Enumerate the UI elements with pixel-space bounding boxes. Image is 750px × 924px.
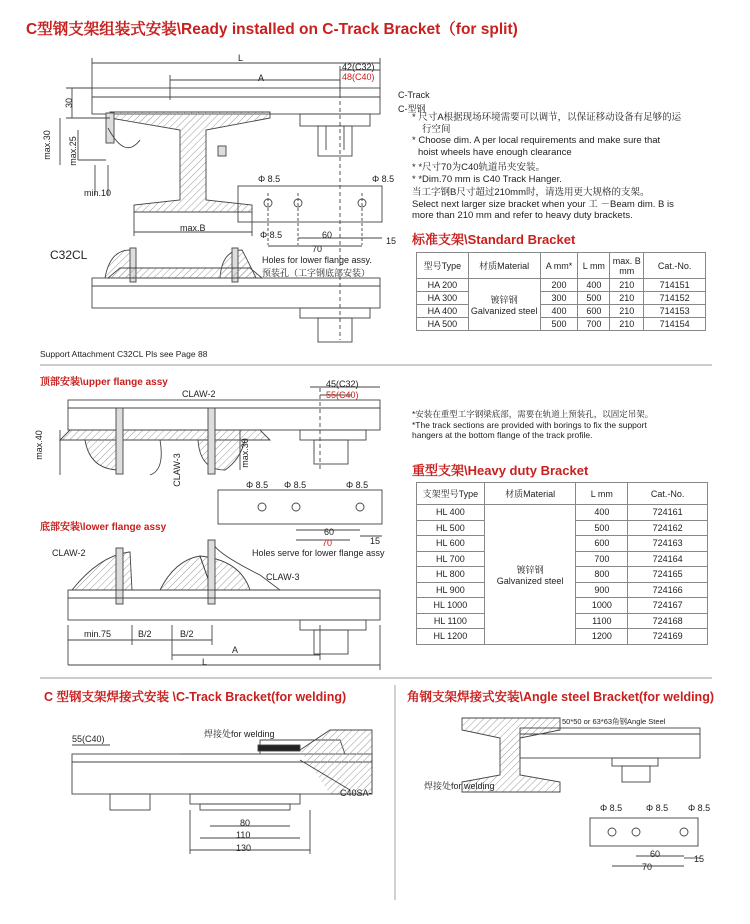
title-standard-bracket [412,229,575,248]
heavy-l: 1200 [576,629,628,645]
drawing-ctrack-welding [72,730,372,854]
label-55-c40: 55(C40) [326,390,359,400]
std-cat: 714154 [644,318,706,331]
note-heavy-en-1: *The track sections are provided with borings to fix the support [412,419,647,430]
heavy-material-en: Galvanized steel [496,575,564,586]
label-weld-ctrack: 焊接处for welding [204,729,275,739]
note-dim70 [412,162,562,185]
standard-table-header [417,253,706,279]
title-upper-en: upper flange assy [82,377,168,388]
title-heavy-en: Heavy duty Bracket [467,463,589,478]
title-standard-cn: 标准支架\ [412,232,468,247]
label-phi85-e: Φ 8.5 [284,480,307,490]
drawing-angle-welding [462,718,700,866]
heavy-cat: 724167 [628,598,708,614]
std-a: 400 [540,305,578,318]
table-row [417,505,708,521]
note-dim-a-en-1: * Choose dim. A per local requirements and make sure that [412,135,661,146]
heavy-type: HL 400 [417,505,485,521]
heavy-cat: 724163 [628,536,708,552]
title-ctrack-en: C-Track Bracket(for welding) [175,690,347,704]
note-dim-a [412,112,681,158]
label-phi85-g: Φ 8.5 [600,803,623,813]
heavy-type: HL 600 [417,536,485,552]
std-col-material: 材质Material [468,253,540,279]
label-60-a: 60 [322,230,333,240]
label-holes-serve: Holes serve for lower flange assy [252,548,385,558]
label-42-c32: 42(C32) [342,62,375,72]
note-beam-en-2: more than 210 mm and refer to heavy duty brackets. [412,210,633,221]
title-heavy-duty [412,460,588,479]
std-col-type: 型号Type [417,253,469,279]
note-heavy-en-2: hangers at the bottom flange of the track profile. [412,430,593,440]
std-l: 400 [578,279,610,292]
heavy-l: 500 [576,520,628,536]
label-c40sa: C40SA- [340,788,372,798]
title-ctrack-cn: C 型钢支架焊接式安装 \ [44,690,176,704]
label-15-b: 15 [370,536,381,546]
std-col-a: A mm* [540,253,578,279]
note-beam [412,187,674,222]
label-cxg: C-型钢 [398,104,426,114]
label-b2-b: B/2 [180,629,194,639]
note-dim-a-cn-2: 行空间 [422,123,451,135]
std-a: 200 [540,279,578,292]
label-c32cl: C32CL [50,248,88,262]
std-b: 210 [610,279,644,292]
heavy-l: 400 [576,505,628,521]
std-type: HA 200 [417,279,469,292]
label-max25: max.25 [67,136,78,166]
label-45-c32: 45(C32) [326,379,359,389]
label-maxB: max.B [180,223,206,233]
label-L-lower: L [202,657,208,667]
label-claw2-top: CLAW-2 [182,389,216,399]
label-A-lower: A [232,645,239,655]
std-type: HA 500 [417,318,469,331]
title-lower-cn: 底部安装\ [40,522,83,533]
heavy-type: HL 1100 [417,613,485,629]
std-material-cn: 镀锌钢 [490,295,518,305]
heavy-l: 700 [576,551,628,567]
heavy-cat: 724161 [628,505,708,521]
heavy-l: 600 [576,536,628,552]
note-heavy-cn: *安装在重型工字钢梁底部，需要在轨道上预装孔，以固定吊架。 [412,409,654,419]
heavy-type: HL 900 [417,582,485,598]
label-15-a: 15 [386,236,397,246]
label-max40: max.40 [33,430,44,460]
std-l: 600 [578,305,610,318]
note-heavy [412,409,653,441]
std-type: HA 400 [417,305,469,318]
label-60-c: 60 [650,849,661,859]
std-b: 210 [610,305,644,318]
std-col-cat: Cat.-No. [644,253,706,279]
table-row [417,292,706,305]
std-l: 700 [578,318,610,331]
std-col-b: max. B mm [610,253,644,279]
label-55-c40-weld: 55(C40) [72,734,105,744]
label-holes-cn: 预装孔（工字钢底部安装） [262,268,371,278]
label-angle-steel: 50*50 or 63*63角钢Angle Steel [562,717,666,726]
std-l: 500 [578,292,610,305]
std-type: HA 300 [417,292,469,305]
heavy-cat: 724164 [628,551,708,567]
standard-bracket-table [416,252,706,331]
heavy-cat: 724162 [628,520,708,536]
heavy-type: HL 1000 [417,598,485,614]
heavy-l: 900 [576,582,628,598]
label-holes-en: Holes for lower flange assy. [262,255,372,265]
label-phi85-a: Φ 8.5 [258,174,281,184]
label-phi85-i: Φ 8.5 [688,803,711,813]
table-row [417,305,706,318]
heavy-type: HL 500 [417,520,485,536]
title-lower-flange [40,518,166,533]
heavy-duty-bracket-table [416,482,708,645]
note-beam-en-1: Select next larger size bracket when your 工 －Beam dim. B is [412,198,674,210]
label-phi85-f: Φ 8.5 [346,480,369,490]
std-b: 210 [610,318,644,331]
heavy-l: 800 [576,567,628,583]
drawing-ready-installed [60,58,382,342]
title-upper-cn: 顶部安装\ [40,377,83,388]
std-material [468,279,540,331]
note-dim-a-en-2: hoist wheels have enough clearance [418,146,572,158]
label-48-c40: 48(C40) [342,72,375,82]
label-claw2-bottom: CLAW-2 [52,548,86,558]
heavy-cat: 724169 [628,629,708,645]
heavy-l: 1100 [576,613,628,629]
title-angle-en: Angle steel Bracket(for welding) [522,690,714,704]
title-angle-cn: 角钢支架焊接式安装\ [407,690,523,704]
drawing-lower-flange [68,540,380,670]
std-cat: 714151 [644,279,706,292]
label-phi85-d: Φ 8.5 [246,480,269,490]
label-max30-b: max.30 [239,438,250,468]
label-15-c: 15 [694,854,705,864]
heavy-col-material: 材质Material [484,483,576,505]
label-A: A [258,73,265,83]
label-min75: min.75 [84,629,112,639]
label-ctrack: C-Track [398,90,430,100]
label-80: 80 [240,818,251,828]
note-support: Support Attachment C32CL Pls see Page 88 [40,349,208,359]
title-angle-welding [407,687,714,705]
std-cat: 714153 [644,305,706,318]
std-material-en: Galvanized steel [470,306,538,316]
note-beam-cn: 当工字钢B尺寸超过210mm时，请选用更大规格的支架。 [412,187,650,198]
label-L: L [238,53,244,63]
label-phi85-h: Φ 8.5 [646,803,669,813]
label-60-b: 60 [324,527,335,537]
title-lower-en: lower flange assy [82,522,167,533]
title-ready-installed [26,17,518,39]
label-30: 30 [64,97,75,109]
std-cat: 714152 [644,292,706,305]
label-70-c: 70 [642,862,653,872]
note-dim70-cn: * *尺寸70为C40轨道吊夹安装。 [412,162,546,173]
label-weld-angle: 焊接处for welding [424,781,495,791]
heavy-col-l: L mm [576,483,628,505]
title-standard-en: Standard Bracket [467,232,576,247]
heavy-material-cn: 镀锌钢 [516,564,544,575]
heavy-cat: 724168 [628,613,708,629]
title-ready-installed-cn: C型钢支架组装式安装\ [26,21,182,38]
title-ready-installed-en: Ready installed on C-Track Bracket（for split) [181,21,518,38]
label-max30: max.30 [41,130,52,160]
heavy-cat: 724166 [628,582,708,598]
label-min10: min.10 [84,188,112,198]
label-130: 130 [236,843,252,853]
note-dim-a-cn-1: * 尺寸A根据现场环境需要可以调节，以保证移动设备有足够的运 [412,112,682,123]
title-upper-flange [40,373,168,388]
label-phi85-c: Φ 8.5 [260,230,283,240]
title-ctrack-welding [44,687,346,705]
label-70-b: 70 [322,538,333,548]
label-claw3-bottom: CLAW-3 [266,572,300,582]
label-110: 110 [236,830,251,840]
std-b: 210 [610,292,644,305]
heavy-table-header [417,483,708,505]
heavy-material [484,505,576,645]
label-b2-a: B/2 [138,629,152,639]
heavy-l: 1000 [576,598,628,614]
table-row [417,279,706,292]
heavy-cat: 724165 [628,567,708,583]
title-heavy-cn: 重型支架\ [412,463,468,478]
heavy-type: HL 800 [417,567,485,583]
std-a: 500 [540,318,578,331]
heavy-col-type: 支架型号Type [417,483,485,505]
label-70-a: 70 [312,244,323,254]
table-row [417,318,706,331]
note-dim70-en: * *Dim.70 mm is C40 Track Hanger. [412,173,562,185]
std-col-l: L mm [578,253,610,279]
heavy-col-cat: Cat.-No. [628,483,708,505]
heavy-type: HL 1200 [417,629,485,645]
label-phi85-b: Φ 8.5 [372,174,395,184]
std-a: 300 [540,292,578,305]
heavy-type: HL 700 [417,551,485,567]
label-claw3-top: CLAW-3 [171,453,182,487]
